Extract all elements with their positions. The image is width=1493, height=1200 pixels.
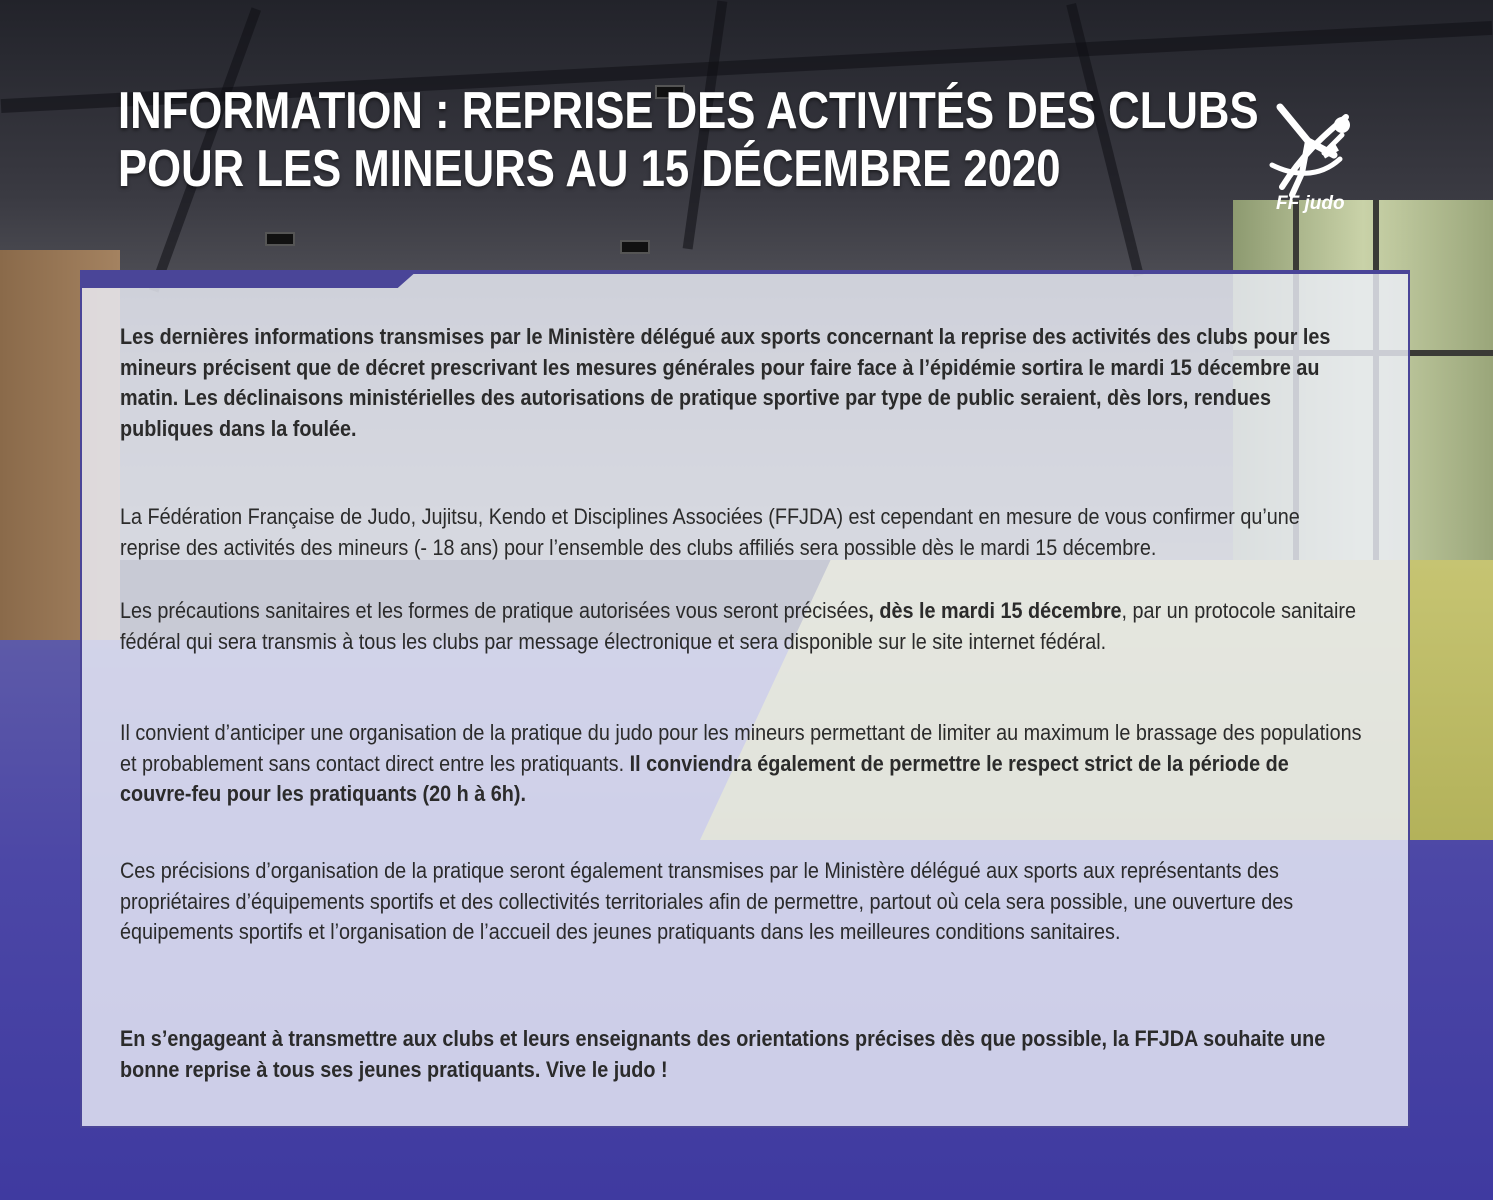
paragraph-organisation	[120, 718, 1362, 810]
paragraph-intro: Les dernières informations transmises par le Ministère délégué aux sports concernant la reprise des activités des clubs pour les mineurs précisent que de décret prescrivant les mesures générales pour faire face à l’épidémie sortira le mardi 15 décembre au matin. Les déclinaisons ministérielles des autorisations de pratique sportive par type de public seraient, dès lors, rendues publiques dans la foulée.	[120, 324, 1331, 441]
panel-tab	[80, 270, 418, 288]
title-line-2: POUR LES MINEURS AU 15 DÉCEMBRE 2020	[118, 140, 1061, 198]
logo-text: FF judo	[1276, 193, 1345, 214]
paragraph-organisation-text: Il convient d’anticiper une organisation de la pratique du judo pour les mineurs permettant de limiter au maximum le brassage des populations et probablement sans contact direct entre les pratiquants.	[120, 720, 1362, 776]
paragraph-sanitary-date: , dès le mardi 15 décembre	[868, 598, 1122, 623]
paragraph-sanitary-text: Les précautions sanitaires et les formes de pratique autorisées vous seront précisées	[120, 598, 869, 623]
paragraph-sanitary-protocol	[120, 596, 1362, 657]
ceiling-light	[265, 232, 295, 246]
paragraph-sanitary-text-end: , par un protocole sanitaire fédéral qui sera transmis à tous les clubs par message électronique et sera disponible sur le site internet fédéral.	[120, 598, 1356, 654]
paragraph-ffjda-confirmation: La Fédération Française de Judo, Jujitsu, Kendo et Disciplines Associées (FFJDA) est cependant en mesure de vous confirmer qu’une reprise des activités des mineurs (- 18 ans) pour l’ensemble des clubs affiliés sera possible dès le mardi 15 décembre.	[120, 504, 1300, 560]
title-line-1: INFORMATION : REPRISE DES ACTIVITÉS DES CLUBS	[118, 82, 1259, 140]
paragraph-ministry-precisions: Ces précisions d’organisation de la pratique seront également transmises par le Ministère délégué aux sports aux représentants des propriétaires d’équipements sportifs et des collectivités territoriales afin de permettre, partout où cela sera possible, une ouverture des équipements sportifs et l’organisation de l’accueil des jeunes pratiquants dans les meilleures conditions sanitaires.	[120, 858, 1294, 944]
paragraph-curfew: Il conviendra également de permettre le respect strict de la période de couvre-feu pour les pratiquants (20 h à 6h).	[120, 750, 1289, 806]
ceiling-light	[620, 240, 650, 254]
page-title	[118, 82, 1259, 198]
paragraph-closing: En s’engageant à transmettre aux clubs et leurs enseignants des orientations précises dès que possible, la FFJDA souhaite une bonne reprise à tous ses jeunes pratiquants. Vive le judo !	[120, 1026, 1326, 1082]
